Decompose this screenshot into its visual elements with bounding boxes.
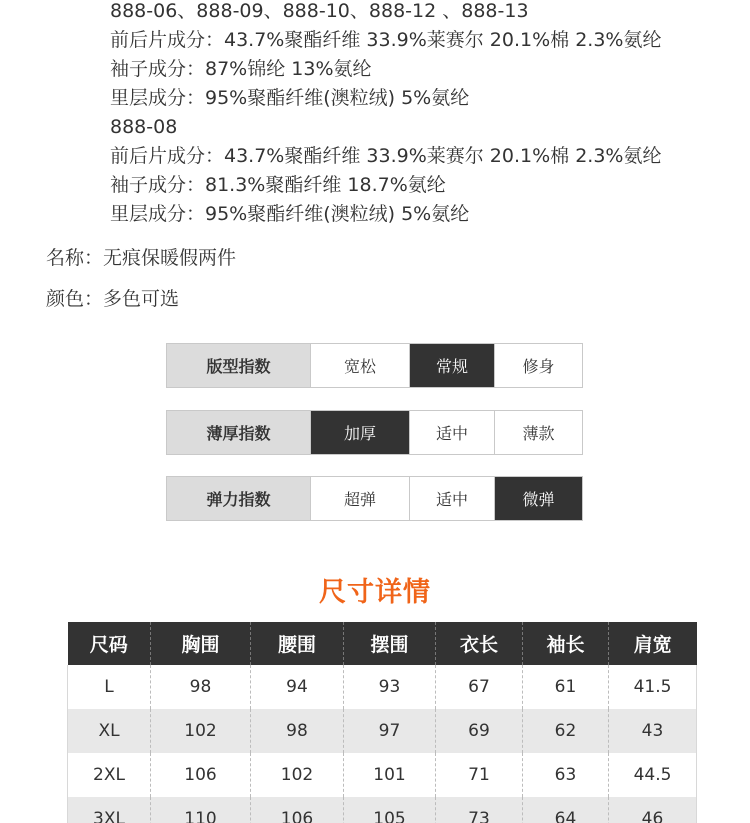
table-row <box>68 709 697 753</box>
table-cell: 105 <box>344 797 436 823</box>
size-details-title: 尺寸详情 <box>319 577 431 608</box>
material-line: 袖子成分：87%锦纶 13%氨纶 <box>110 58 372 80</box>
material-line: 袖子成分：81.3%聚酯纤维 18.7%氨纶 <box>110 174 446 196</box>
table-cell: 3XL <box>68 797 151 823</box>
table-cell: 64 <box>523 797 609 823</box>
thickness-index-label: 薄厚指数 <box>167 411 310 454</box>
table-cell: 43 <box>609 709 697 753</box>
index-option: 加厚 <box>310 411 409 454</box>
product-name: 名称：无痕保暖假两件 <box>46 247 237 269</box>
table-cell: L <box>68 665 151 709</box>
size-table <box>67 622 697 823</box>
material-line: 前后片成分：43.7%聚酯纤维 33.9%莱赛尔 20.1%棉 2.3%氨纶 <box>110 145 662 167</box>
table-header-row <box>68 622 697 665</box>
material-line: 里层成分：95%聚酯纤维(澳粒绒) 5%氨纶 <box>110 87 470 109</box>
table-cell: XL <box>68 709 151 753</box>
fit-index-label: 版型指数 <box>167 344 310 387</box>
table-cell: 46 <box>609 797 697 823</box>
table-cell: 41.5 <box>609 665 697 709</box>
table-cell: 73 <box>436 797 523 823</box>
table-cell: 61 <box>523 665 609 709</box>
index-option: 薄款 <box>494 411 582 454</box>
index-option: 常规 <box>409 344 494 387</box>
column-header: 腰围 <box>251 622 344 665</box>
table-cell: 101 <box>344 753 436 797</box>
table-cell: 71 <box>436 753 523 797</box>
table-row <box>68 797 697 823</box>
table-row <box>68 753 697 797</box>
column-header: 衣长 <box>436 622 523 665</box>
table-cell: 98 <box>151 665 251 709</box>
index-option: 适中 <box>409 411 494 454</box>
table-cell: 97 <box>344 709 436 753</box>
index-option: 适中 <box>409 477 494 520</box>
table-cell: 94 <box>251 665 344 709</box>
table-cell: 102 <box>151 709 251 753</box>
index-option: 宽松 <box>310 344 409 387</box>
index-option: 修身 <box>494 344 582 387</box>
table-cell: 110 <box>151 797 251 823</box>
table-cell: 106 <box>251 797 344 823</box>
product-color: 颜色：多色可选 <box>46 288 180 310</box>
material-line: 里层成分：95%聚酯纤维(澳粒绒) 5%氨纶 <box>110 203 470 225</box>
column-header: 尺码 <box>68 622 151 665</box>
table-cell: 2XL <box>68 753 151 797</box>
table-row <box>68 665 697 709</box>
column-header: 肩宽 <box>609 622 697 665</box>
table-cell: 69 <box>436 709 523 753</box>
table-cell: 62 <box>523 709 609 753</box>
elasticity-index-row <box>166 476 583 521</box>
table-cell: 102 <box>251 753 344 797</box>
index-option: 超弹 <box>310 477 409 520</box>
column-header: 胸围 <box>151 622 251 665</box>
thickness-index-row <box>166 410 583 455</box>
table-cell: 106 <box>151 753 251 797</box>
table-cell: 44.5 <box>609 753 697 797</box>
material-composition <box>110 0 710 229</box>
table-cell: 67 <box>436 665 523 709</box>
index-option: 微弹 <box>494 477 582 520</box>
material-line: 888-06、888-09、888-10、888-12 、888-13 <box>110 0 529 22</box>
fit-index-row <box>166 343 583 388</box>
material-line: 888-08 <box>110 116 178 138</box>
column-header: 摆围 <box>344 622 436 665</box>
table-cell: 98 <box>251 709 344 753</box>
elasticity-index-label: 弹力指数 <box>167 477 310 520</box>
material-line: 前后片成分：43.7%聚酯纤维 33.9%莱赛尔 20.1%棉 2.3%氨纶 <box>110 29 662 51</box>
table-cell: 93 <box>344 665 436 709</box>
table-cell: 63 <box>523 753 609 797</box>
column-header: 袖长 <box>523 622 609 665</box>
